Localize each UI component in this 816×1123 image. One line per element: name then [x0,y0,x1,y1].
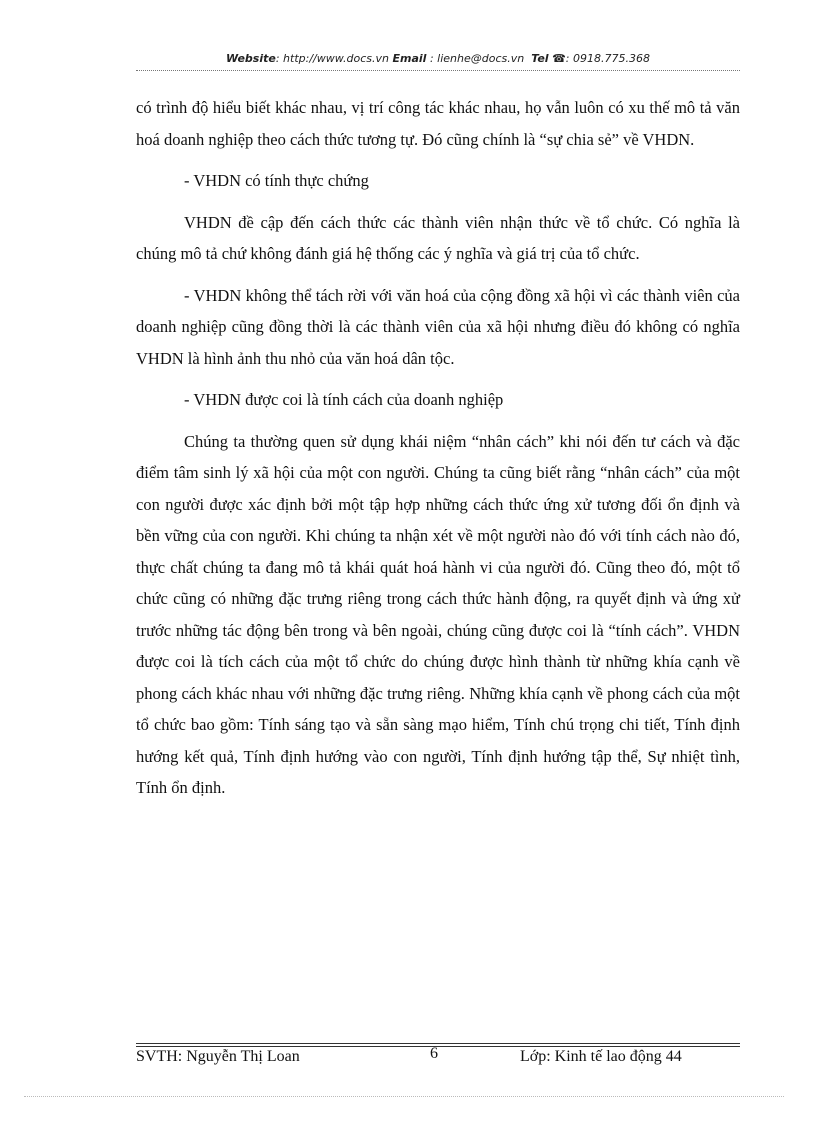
page-bottom-edge [24,1096,784,1097]
website-label: Website [226,52,276,65]
website-value: : http://www.docs.vn [275,52,390,65]
page-number: 6 [430,1045,438,1062]
email-label: Email [392,52,427,65]
page-header [136,52,740,65]
header-divider [136,70,740,71]
paragraph-1: có trình độ hiểu biết khác nhau, vị trí công tác khác nhau, họ vẫn luôn có xu thế mô tả văn hoá doanh nghiệp theo cách thức tương tự. Đó cũng chính là “sự chia sẻ” về VHDN. [136,98,740,149]
footer-divider-bottom [136,1046,740,1047]
email-value: : lienhe@docs.vn [426,52,525,65]
paragraph-5-bullet: - VHDN được coi là tính cách của doanh nghiệp [184,390,504,409]
phone-icon: ☎ [552,52,566,65]
paragraph-3: VHDN đề cập đến cách thức các thành viên nhận thức về tổ chức. Có nghĩa là chúng mô tả chứ không đánh giá hệ thống các ý nghĩa và giá trị của tổ chức. [136,212,740,263]
paragraph-6: Chúng ta thường quen sử dụng khái niệm “nhân cách” khi nói đến tư cách và đặc điểm tâm sinh lý xã hội của một con người. Chúng ta cũng biết rằng “nhân cách” của một con người được xác định bởi một tập hợp những cách thức ứng xử tương đối ổn định và bền vững của con người. Khi chúng ta nhận xét về một người nào đó với tính cách nào đó, thực chất chúng ta đang mô tả khái quát hoá hành vi của người đó. Cũng theo đó, một tổ chức cũng có những đặc trưng riêng trong cách thức hành động, ra quyết định và ứng xử trước những tác động bên trong và bên ngoài, chúng cũng được coi là “tính cách”. VHDN được coi là tích cách của một tổ chức do chúng được hình thành từ những khía cạnh về phong cách khác nhau với những đặc trưng riêng. Những khía cạnh về phong cách của một tổ chức bao gồm: Tính sáng tạo và sẵn sàng mạo hiểm, Tính chú trọng chi tiết, Tính định hướng kết quả, Tính định hướng vào con người, Tính định hướng tập thể, Sự nhiệt tình, Tính ổn định. [136,431,740,797]
footer-divider-top [136,1043,740,1044]
paragraph-4-bullet: - VHDN không thể tách rời với văn hoá của cộng đồng xã hội vì các thành viên của doanh nghiệp cũng đồng thời là các thành viên của xã hội nhưng điều đó không có nghĩa VHDN là hình ảnh thu nhỏ của văn hoá dân tộc. [136,285,740,368]
paragraph-2-bullet: - VHDN có tính thực chứng [184,171,369,190]
tel-label: Tel [531,52,549,65]
body-text [136,92,740,804]
footer-class: Lớp: Kinh tế lao động 44 [520,1048,682,1065]
tel-value: : 0918.775.368 [565,52,650,65]
footer-student: SVTH: Nguyễn Thị Loan [136,1048,300,1065]
